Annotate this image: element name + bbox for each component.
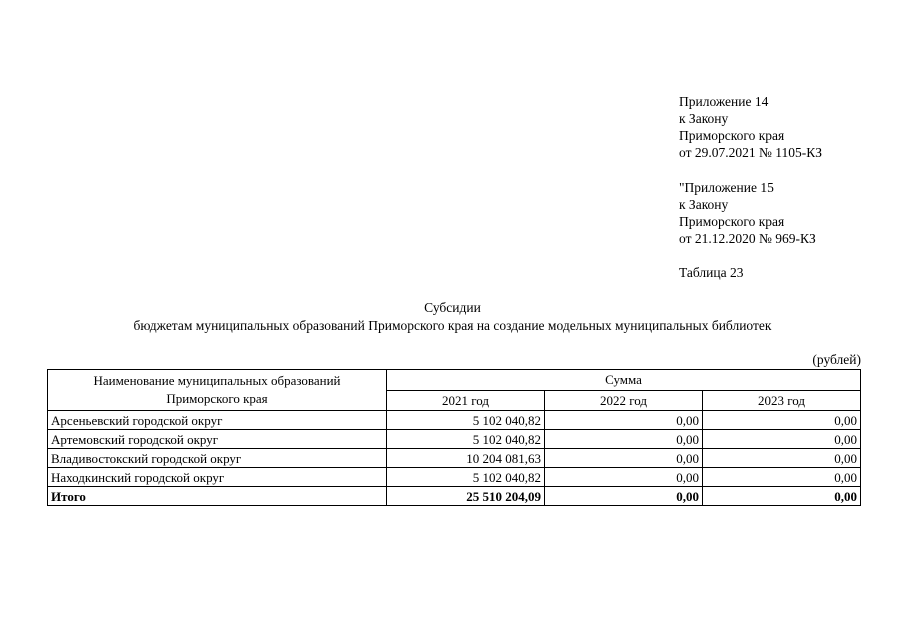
total-value-2022: 0,00 [545,487,703,506]
appendix-amended-line3: Приморского края [679,214,785,229]
table-row [48,411,861,430]
row-name: Владивостокский городской округ [48,449,387,468]
table-row [48,430,861,449]
table-row [48,468,861,487]
table-number: Таблица 23 [679,265,744,280]
column-header-2021: 2021 год [387,390,545,411]
appendix-amended-line1: "Приложение 15 [679,180,774,195]
appendix-amended-line4: от 21.12.2020 № 969-КЗ [679,231,816,246]
document-title: Субсидии [424,300,481,315]
column-header-name-line1: Наименование муниципальных образований [93,373,341,388]
row-value-2023: 0,00 [703,468,861,487]
table-header-row [48,370,861,391]
row-value-2021: 5 102 040,82 [387,468,545,487]
row-value-2023: 0,00 [703,449,861,468]
subsidies-table [47,369,861,506]
column-header-2022: 2022 год [545,390,703,411]
row-name: Находкинский городской округ [48,468,387,487]
table-total-row [48,487,861,506]
appendix-current-line2: к Закону [679,111,729,126]
column-header-name-line2: Приморского края [166,391,268,406]
appendix-current-line3: Приморского края [679,128,785,143]
row-value-2021: 5 102 040,82 [387,430,545,449]
row-value-2021: 10 204 081,63 [387,449,545,468]
row-value-2022: 0,00 [545,430,703,449]
appendix-amended-block [679,179,816,247]
column-header-sum: Сумма [387,370,861,391]
table-row [48,449,861,468]
appendix-amended-line2: к Закону [679,197,729,212]
appendix-current-line4: от 29.07.2021 № 1105-КЗ [679,145,822,160]
row-value-2022: 0,00 [545,449,703,468]
row-name: Арсеньевский городской округ [48,411,387,430]
total-value-2021: 25 510 204,09 [387,487,545,506]
row-value-2023: 0,00 [703,411,861,430]
column-header-2023: 2023 год [703,390,861,411]
total-value-2023: 0,00 [703,487,861,506]
appendix-current-block [679,93,822,161]
row-value-2022: 0,00 [545,468,703,487]
row-value-2021: 5 102 040,82 [387,411,545,430]
document-subtitle: бюджетам муниципальных образований Приморского края на создание модельных муниципальных библиотек [133,318,772,333]
row-name: Артемовский городской округ [48,430,387,449]
total-label: Итого [48,487,387,506]
units-label: (рублей) [812,352,861,367]
row-value-2023: 0,00 [703,430,861,449]
column-header-name [48,370,387,411]
row-value-2022: 0,00 [545,411,703,430]
appendix-current-line1: Приложение 14 [679,94,769,109]
